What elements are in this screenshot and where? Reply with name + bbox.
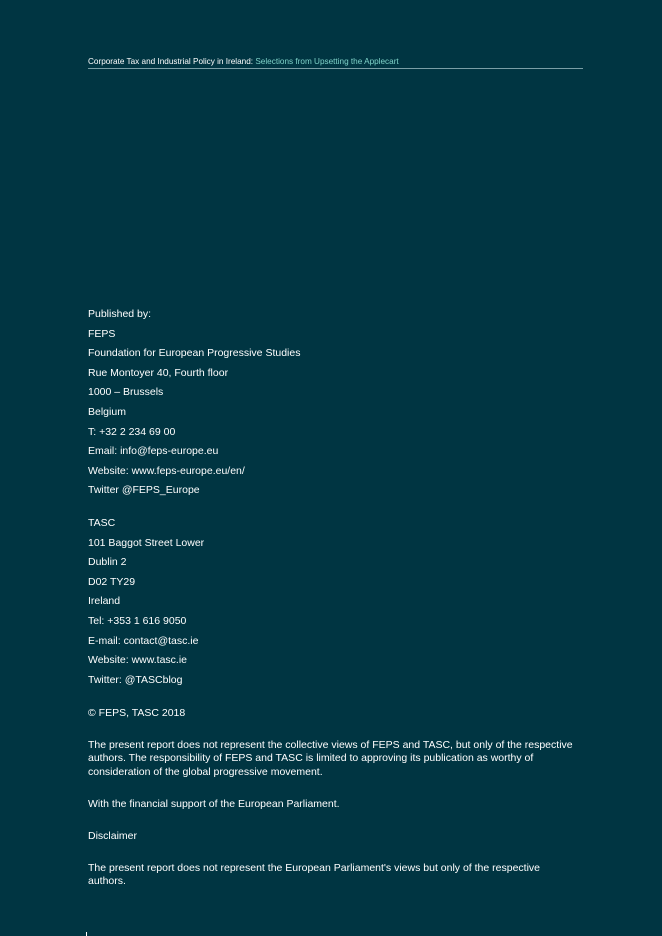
- tasc-line: 101 Baggot Street Lower: [88, 536, 205, 549]
- tasc-line: Ireland: [88, 595, 121, 608]
- page-edge-mark: [86, 932, 87, 936]
- tasc-line: D02 TY29: [88, 575, 136, 588]
- publisher-line: FEPS: [88, 327, 116, 340]
- tasc-phone: Tel: +353 1 616 9050: [88, 614, 187, 627]
- publisher-phone: T: +32 2 234 69 00: [88, 425, 176, 438]
- header-subtitle: Selections from Upsetting the Applecart: [255, 57, 399, 66]
- ep-disclaimer: The present report does not represent the European Parliament's views but only of the respective authors.: [88, 862, 541, 888]
- tasc-line: Dublin 2: [88, 556, 127, 569]
- publisher-line: Rue Montoyer 40, Fourth floor: [88, 366, 229, 379]
- disclaimer-heading: Disclaimer: [88, 830, 138, 842]
- publisher-website: Website: www.feps-europe.eu/en/: [88, 464, 245, 477]
- publisher-email: Email: info@feps-europe.eu: [88, 445, 219, 458]
- tasc-twitter: Twitter: @TASCblog: [88, 673, 183, 686]
- running-header: [88, 57, 583, 69]
- tasc-website: Website: www.tasc.ie: [88, 654, 188, 667]
- publisher-twitter: Twitter @FEPS_Europe: [88, 484, 200, 497]
- header-title: Corporate Tax and Industrial Policy in Ireland:: [88, 57, 254, 66]
- published-by-label: Published by:: [88, 308, 152, 320]
- publisher-block: [88, 305, 300, 501]
- report-disclaimer: The present report does not represent the collective views of FEPS and TASC, but only of the respective authors. The responsibility of FEPS and TASC is limited to approving its publication as worthy of consideration of the global progressive movement.: [88, 739, 573, 778]
- publisher-line: Belgium: [88, 405, 126, 418]
- publisher-line: 1000 – Brussels: [88, 386, 164, 399]
- financial-support: With the financial support of the European Parliament.: [88, 798, 340, 810]
- publisher-line: Foundation for European Progressive Studies: [88, 347, 301, 360]
- tasc-block: [88, 514, 204, 690]
- tasc-line: TASC: [88, 517, 116, 529]
- copyright: © FEPS, TASC 2018: [88, 707, 186, 719]
- tasc-email: E-mail: contact@tasc.ie: [88, 634, 199, 647]
